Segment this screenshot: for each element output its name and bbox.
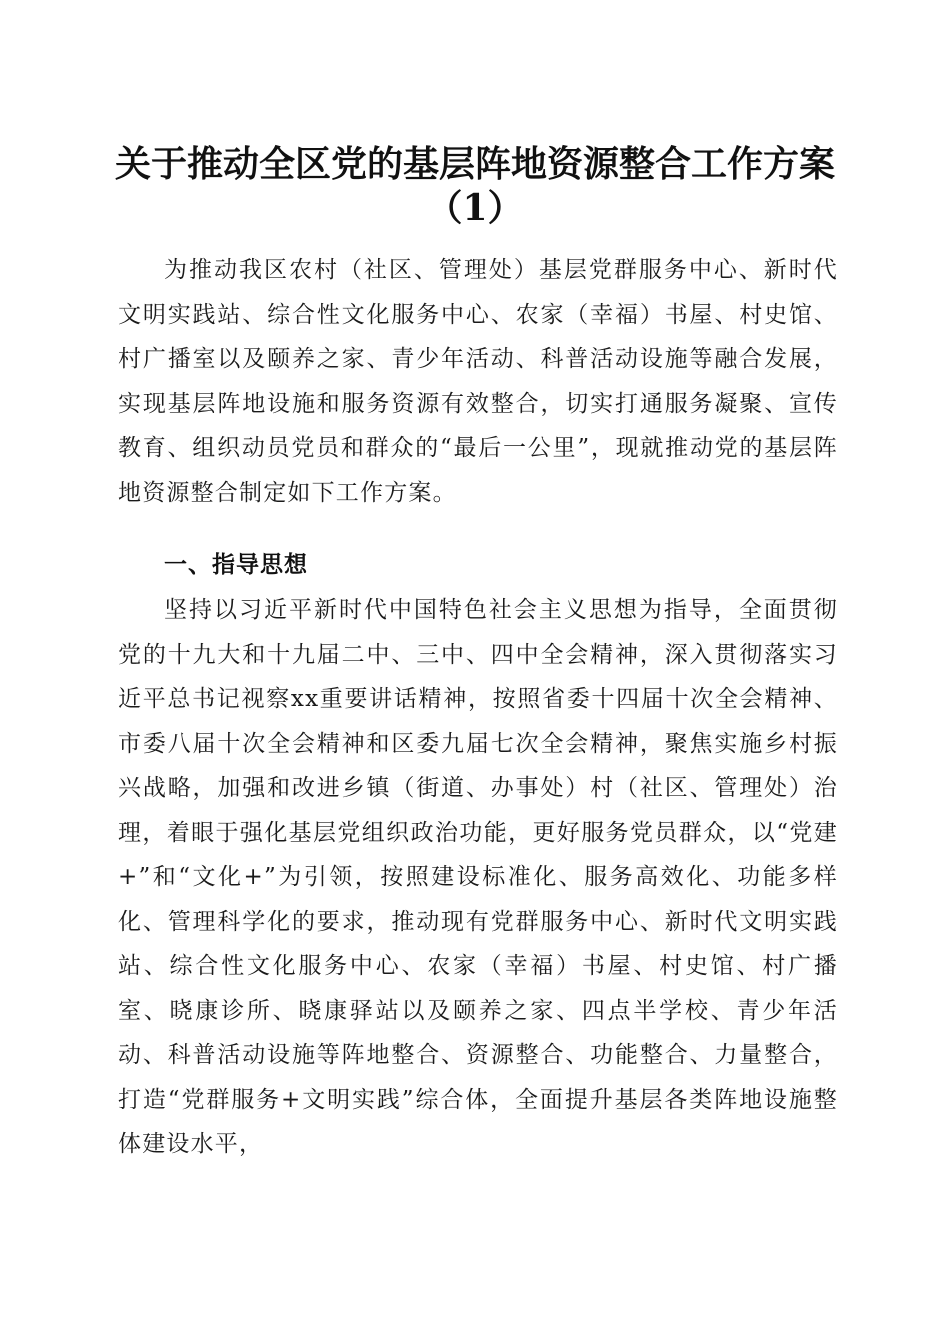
section-1-paragraph: 坚持以习近平新时代中国特色社会主义思想为指导，全面贯彻党的十九大和十九届二中、三中、四中全会精神，深入贯彻落实习近平总书记视察xx重要讲话精神，按照省委十四届十次全会精神、市委八届十次全会精神和区委九届七次全会精神，聚焦实施乡村振兴战略，加强和改进乡镇（街道、办事处）村（社区、管理处）治理，着眼于强化基层党组织政治功能，更好服务党员群众，以“党建+”和“文化+”为引领，按照建设标准化、服务高效化、功能多样化、管理科学化的要求，推动现有党群服务中心、新时代文明实践站、综合性文化服务中心、农家（幸福）书屋、村史馆、村广播室、晓康诊所、晓康驿站以及颐养之家、四点半学校、青少年活动、科普活动设施等阵地整合、资源整合、功能整合、力量整合，打造“党群服务+文明实践”综合体，全面提升基层各类阵地设施整体建设水平，: [118, 597, 838, 1157]
document-title-line-2: （1）: [426, 187, 524, 229]
section-1-heading: 一、指导思想: [164, 552, 308, 578]
intro-paragraph: 为推动我区农村（社区、管理处）基层党群服务中心、新时代文明实践站、综合性文化服务中心、农家（幸福）书屋、村史馆、村广播室以及颐养之家、青少年活动、科普活动设施等融合发展，实现基层阵地设施和服务资源有效整合，切实打通服务凝聚、宣传教育、组织动员党员和群众的“最后一公里”，现就推动党的基层阵地资源整合制定如下工作方案。: [118, 257, 838, 506]
document-title-line-1: 关于推动全区党的基层阵地资源整合工作方案: [114, 143, 835, 185]
